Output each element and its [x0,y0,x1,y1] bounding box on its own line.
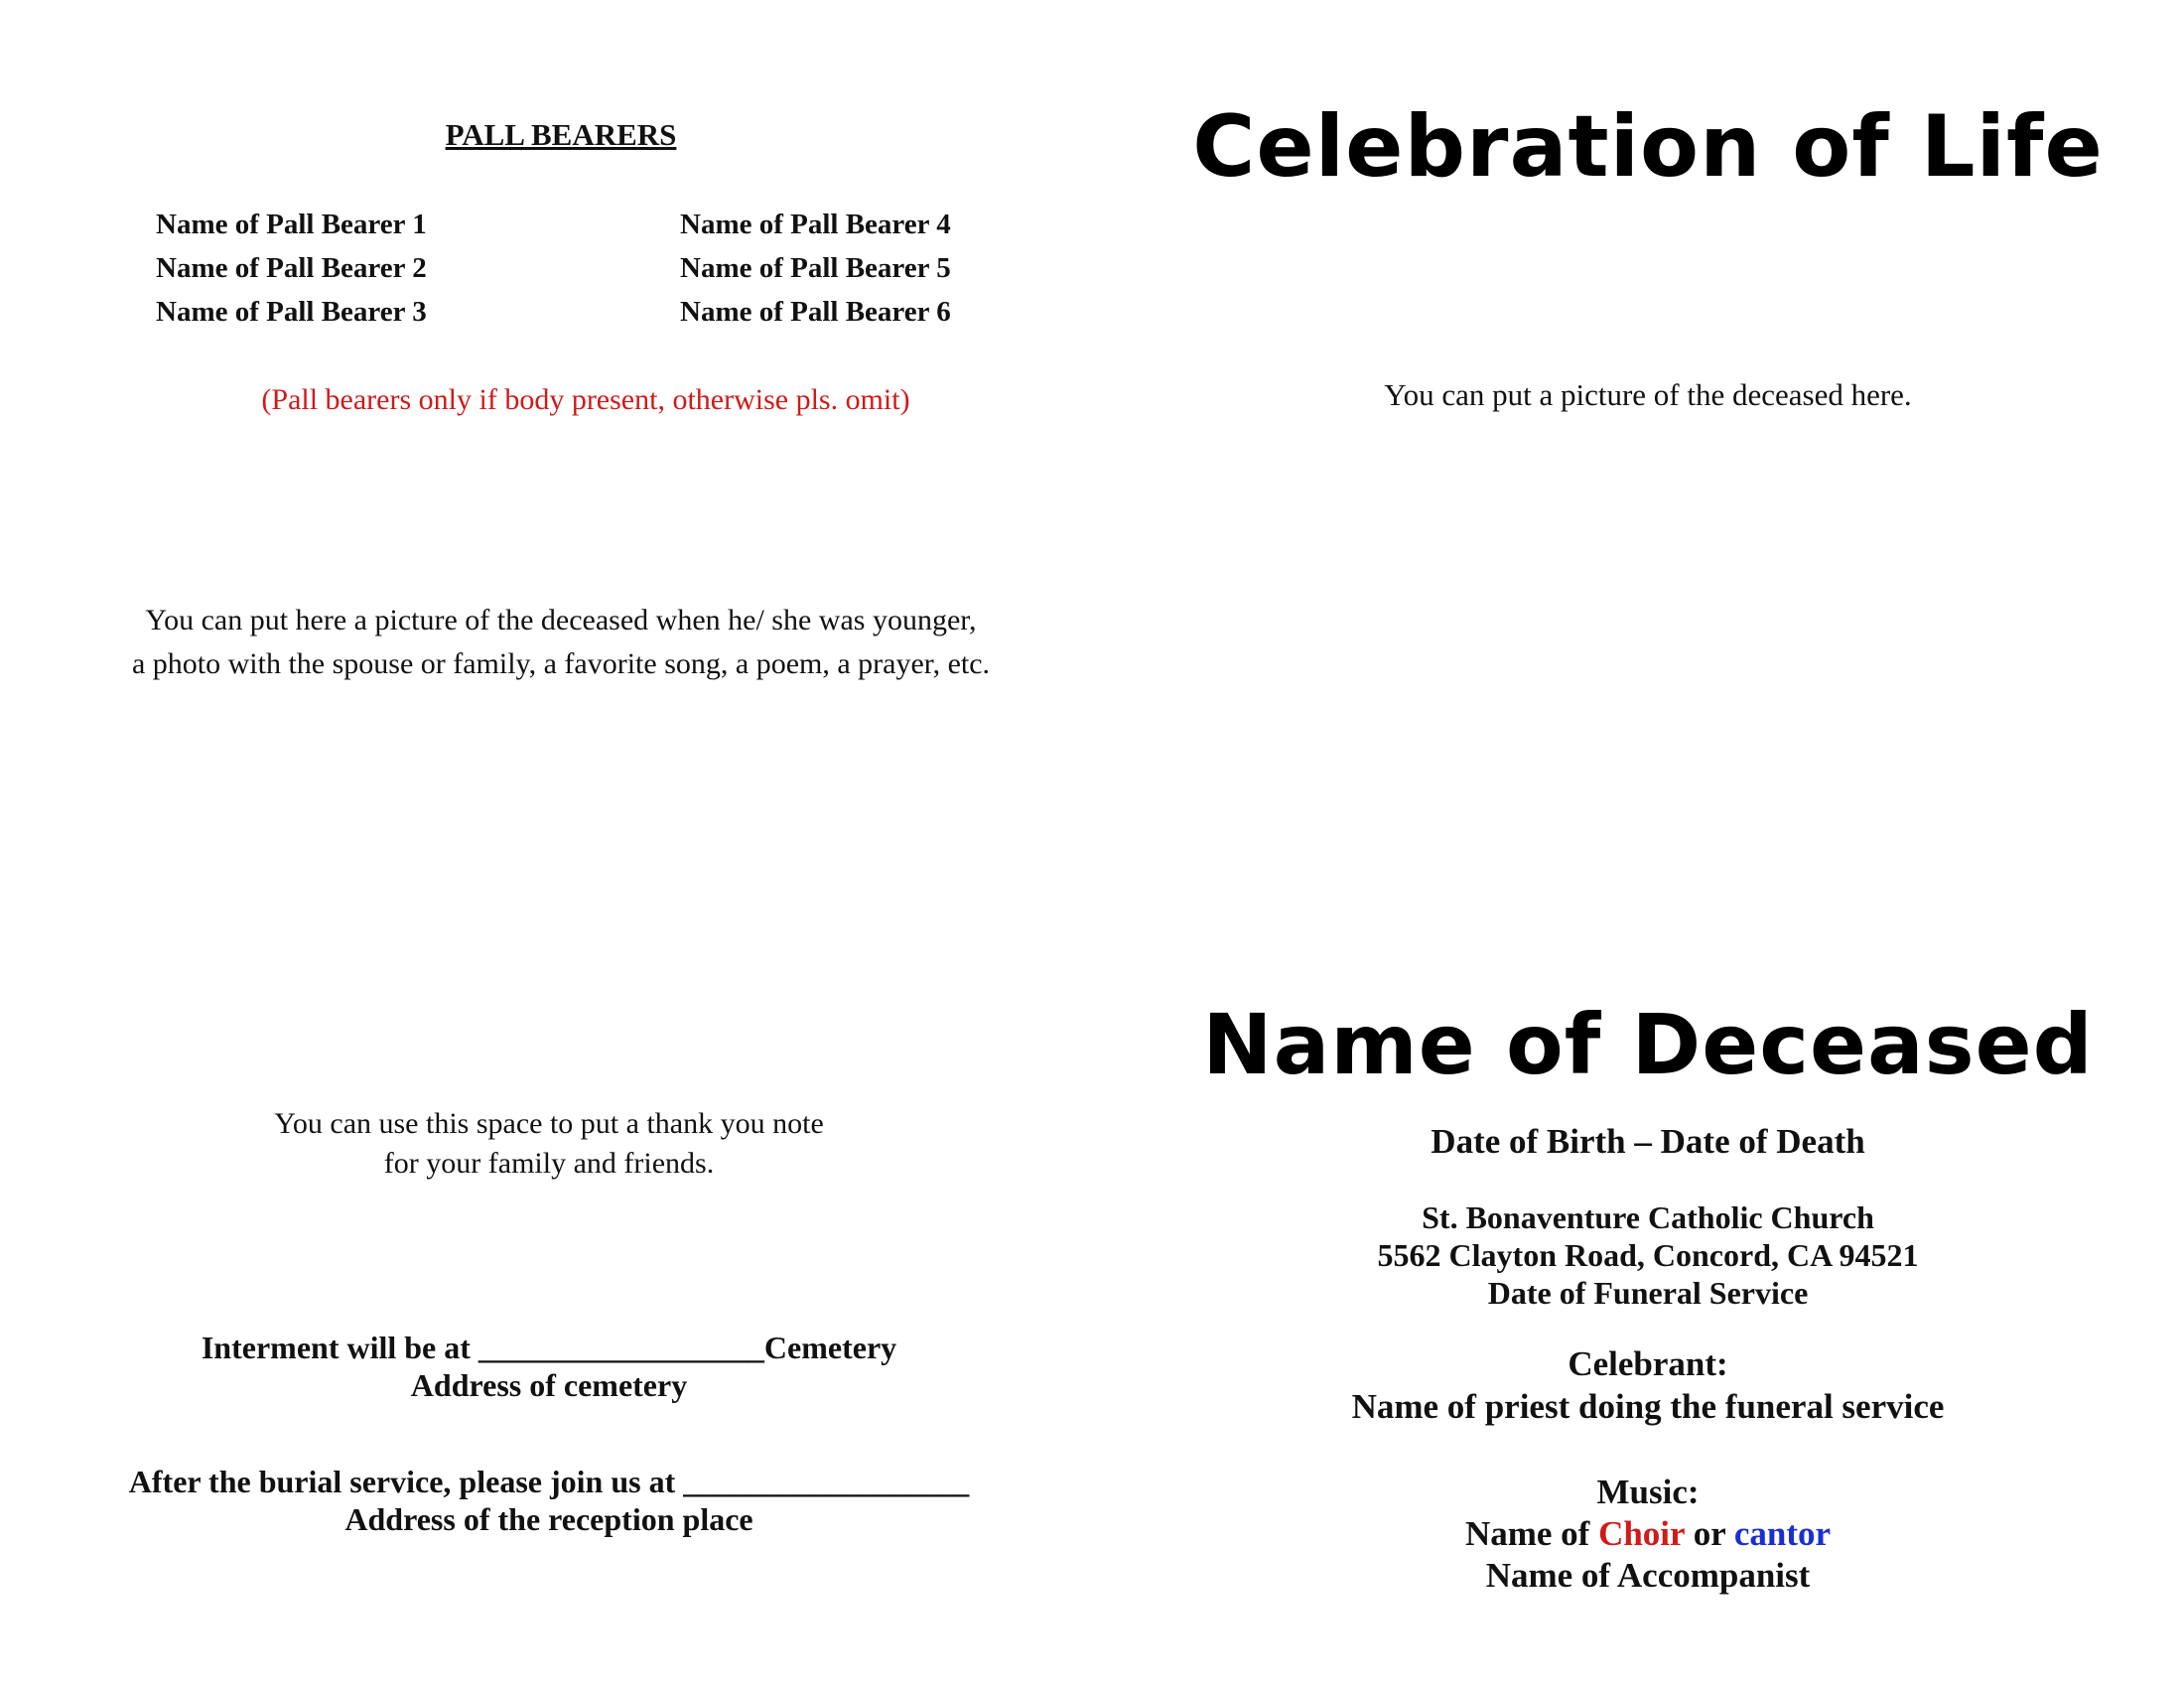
church-info [1191,1198,2105,1312]
younger-picture-line-2: a photo with the spouse or family, a favorite song, a poem, a prayer, etc. [131,647,991,680]
deceased-picture-placeholder: You can put a picture of the deceased here. [1384,377,1912,412]
birth-death-dates: Date of Birth – Date of Death [1431,1122,1865,1161]
interment-line: Interment will be at __________________Cemetery [201,1330,897,1365]
younger-picture-placeholder [0,599,1122,686]
pall-bearer-1: Name of Pall Bearer 1 [156,209,427,240]
pall-bearer-3: Name of Pall Bearer 3 [156,296,427,328]
music-cantor: cantor [1733,1514,1832,1553]
church-name: St. Bonaventure Catholic Church [1422,1199,1874,1235]
music-or: or [1684,1514,1734,1553]
reception-line: After the burial service, please join us at __________________ [128,1464,970,1499]
service-date: Date of Funeral Service [1487,1275,1809,1311]
pall-bearers-note: (Pall bearers only if body present, otherwise pls. omit) [261,383,910,416]
thank-you-note-placeholder [0,1104,1098,1184]
music-name-prefix: Name of [1464,1514,1599,1553]
pall-bearer-5: Name of Pall Bearer 5 [680,252,951,284]
music-label: Music: [1596,1473,1700,1511]
reception-address: Address of the reception place [344,1501,753,1537]
music-choir: Choir [1598,1514,1685,1553]
cemetery-address: Address of cemetery [410,1367,688,1403]
interment-section [0,1329,1098,1404]
thank-you-line-2: for your family and friends. [383,1147,715,1180]
pall-bearer-4: Name of Pall Bearer 4 [680,209,951,240]
accompanist-name: Name of Accompanist [1485,1556,1811,1595]
music-performer-line [1191,1513,2105,1555]
younger-picture-line-1: You can put here a picture of the deceased when he/ she was younger, [145,604,977,636]
music-section [1191,1472,2105,1597]
celebrant-section [1191,1342,2105,1428]
reception-section [0,1463,1098,1538]
church-address: 5562 Clayton Road, Concord, CA 94521 [1377,1237,1919,1273]
pall-bearer-6: Name of Pall Bearer 6 [680,296,951,328]
deceased-name: Name of Deceased [1202,996,2094,1093]
pall-bearers-title: PALL BEARERS [445,117,677,152]
pall-bearer-2: Name of Pall Bearer 2 [156,252,427,284]
thank-you-line-1: You can use this space to put a thank you note [274,1107,824,1140]
celebrant-label: Celebrant: [1568,1344,1728,1383]
celebrant-name: Name of priest doing the funeral service [1351,1387,1945,1426]
celebration-title: Celebration of Life [1192,97,2104,197]
